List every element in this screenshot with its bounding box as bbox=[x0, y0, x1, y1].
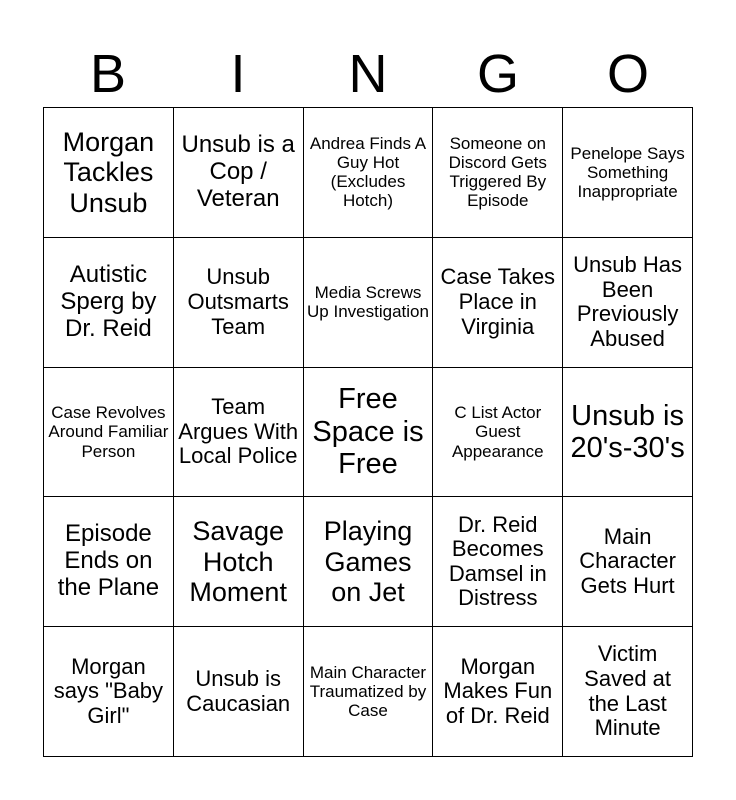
header-letter-g: G bbox=[476, 44, 519, 104]
header-letter-i: I bbox=[230, 44, 246, 104]
bingo-cell[interactable]: Team Argues With Local Police bbox=[174, 368, 304, 498]
free-space-cell[interactable]: Free Space is Free bbox=[304, 368, 434, 498]
header-letter-n: N bbox=[348, 44, 388, 104]
bingo-cell[interactable]: Unsub is a Cop / Veteran bbox=[174, 108, 304, 238]
bingo-cell[interactable]: Autistic Sperg by Dr. Reid bbox=[44, 238, 174, 368]
bingo-cell[interactable]: Unsub is 20's-30's bbox=[563, 368, 693, 498]
bingo-cell[interactable]: C List Actor Guest Appearance bbox=[433, 368, 563, 498]
bingo-cell[interactable]: Case Revolves Around Familiar Person bbox=[44, 368, 174, 498]
bingo-cell[interactable]: Morgan says "Baby Girl" bbox=[44, 627, 174, 757]
bingo-cell[interactable]: Media Screws Up Investigation bbox=[304, 238, 434, 368]
bingo-cell[interactable]: Playing Games on Jet bbox=[304, 497, 434, 627]
bingo-cell[interactable]: Unsub Has Been Previously Abused bbox=[563, 238, 693, 368]
header-letter-o: O bbox=[606, 44, 649, 104]
bingo-cell[interactable]: Main Character Gets Hurt bbox=[563, 497, 693, 627]
bingo-grid bbox=[43, 107, 693, 757]
bingo-cell[interactable]: Case Takes Place in Virginia bbox=[433, 238, 563, 368]
bingo-cell[interactable]: Unsub is Caucasian bbox=[174, 627, 304, 757]
bingo-cell[interactable]: Unsub Outsmarts Team bbox=[174, 238, 304, 368]
bingo-cell[interactable]: Someone on Discord Gets Triggered By Episode bbox=[433, 108, 563, 238]
bingo-header bbox=[43, 40, 693, 108]
bingo-cell[interactable]: Morgan Makes Fun of Dr. Reid bbox=[433, 627, 563, 757]
bingo-cell[interactable]: Dr. Reid Becomes Damsel in Distress bbox=[433, 497, 563, 627]
bingo-cell[interactable]: Main Character Traumatized by Case bbox=[304, 627, 434, 757]
bingo-cell[interactable]: Savage Hotch Moment bbox=[174, 497, 304, 627]
bingo-cell[interactable]: Victim Saved at the Last Minute bbox=[563, 627, 693, 757]
bingo-cell[interactable]: Episode Ends on the Plane bbox=[44, 497, 174, 627]
bingo-cell[interactable]: Andrea Finds A Guy Hot (Excludes Hotch) bbox=[304, 108, 434, 238]
header-letter-b: B bbox=[89, 44, 127, 104]
bingo-cell[interactable]: Morgan Tackles Unsub bbox=[44, 108, 174, 238]
bingo-cell[interactable]: Penelope Says Something Inappropriate bbox=[563, 108, 693, 238]
